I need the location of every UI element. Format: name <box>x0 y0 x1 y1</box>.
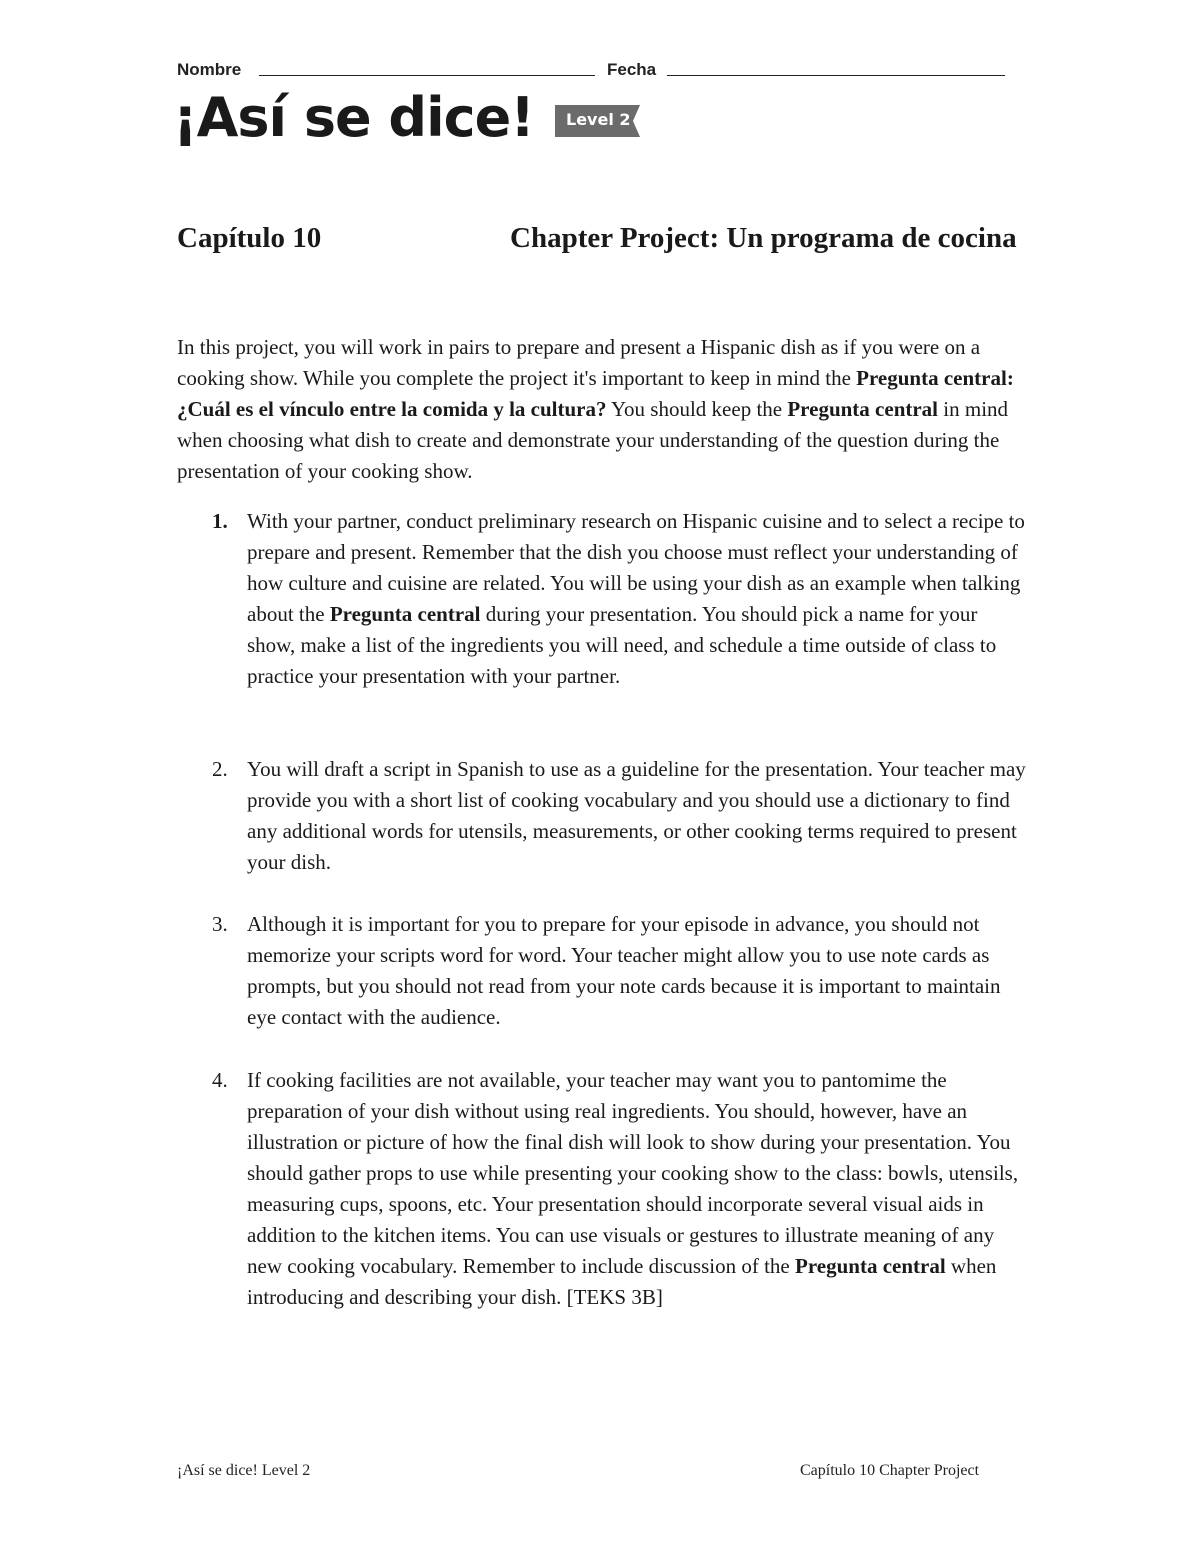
list-item-text <box>247 506 1027 692</box>
level-badge <box>555 105 640 137</box>
series-logo: ¡Así se dice! <box>173 86 534 149</box>
item-4-bold: Pregunta central <box>795 1254 946 1278</box>
chapter-label: Capítulo 10 <box>177 222 322 254</box>
project-title: Chapter Project: Un programa de cocina <box>510 222 1017 254</box>
list-item-text: Although it is important for you to prepare for your episode in advance, you should not memorize your scripts word for word. Your teacher might allow you to use note cards as prompts, but you should not read from your note cards because it is important to maintain eye contact with the audience. <box>247 912 1001 1029</box>
intro-paragraph <box>177 332 1027 487</box>
level-badge-label: Level 2 <box>566 110 631 129</box>
list-item-number: 3. <box>212 912 228 936</box>
intro-bold-question: Pregunta central: ¿Cuál es el vínculo entre la comida y la cultura? <box>177 366 1014 421</box>
footer-right: Capítulo 10 Chapter Project <box>800 1462 980 1479</box>
list-item-number: 4. <box>212 1068 228 1092</box>
date-field-line[interactable] <box>667 75 1005 76</box>
item-1-text-1: With your partner, conduct preliminary research on Hispanic cuisine and to select a recipe to prepare and present. Remember that the dish you choose must reflect your understanding of how culture and cuisine are related. You will be using your dish as an example when talking about the <box>247 509 1025 626</box>
intro-text-2: You should keep the <box>606 397 788 421</box>
name-field-line[interactable] <box>259 75 595 76</box>
footer-left: ¡Así se dice! Level 2 <box>177 1462 311 1479</box>
intro-text-1: In this project, you will work in pairs to prepare and present a Hispanic dish as if you were on a cooking show. While you complete the project it's important to keep in mind the <box>177 335 981 390</box>
item-1-bold: Pregunta central <box>329 602 481 626</box>
list-item-text: You will draft a script in Spanish to use as a guideline for the presentation. Your teacher may provide you with a short list of cooking vocabulary and you should use a dictionary to find any additional words for utensils, measurements, or other cooking terms required to present your dish. <box>247 757 1026 874</box>
item-4-text-1: If cooking facilities are not available, your teacher may want you to pantomime the preparation of your dish without using real ingredients. You should, however, have an illustration or picture of how the final dish will look to show during your presentation. You should gather props to use while presenting your cooking show to the class: bowls, utensils, measuring cups, spoons, etc. Your presentation should incorporate several visual aids in addition to the kitchen items. You can use visuals or gestures to illustrate meaning of any new cooking vocabulary. Remember to include discussion of the <box>247 1068 1019 1278</box>
name-label: Nombre <box>177 60 242 79</box>
list-item-number: 2. <box>212 757 228 781</box>
date-label: Fecha <box>607 60 657 79</box>
name-date-row <box>177 58 1007 82</box>
list-item-text <box>247 1065 1027 1313</box>
item-4-text-2: when introducing and describing your dish. [TEKS 3B] <box>247 1254 997 1309</box>
intro-text-3: in mind when choosing what dish to create and demonstrate your understanding of the question during the presentation of your cooking show. <box>177 397 1009 483</box>
item-1-text-2: during your presentation. You should pick a name for your show, make a list of the ingredients you will need, and schedule a time outside of class to practice your presentation with your partner. <box>247 602 997 688</box>
list-item-number: 1. <box>212 509 228 533</box>
intro-bold-pregunta: Pregunta central <box>787 397 939 421</box>
